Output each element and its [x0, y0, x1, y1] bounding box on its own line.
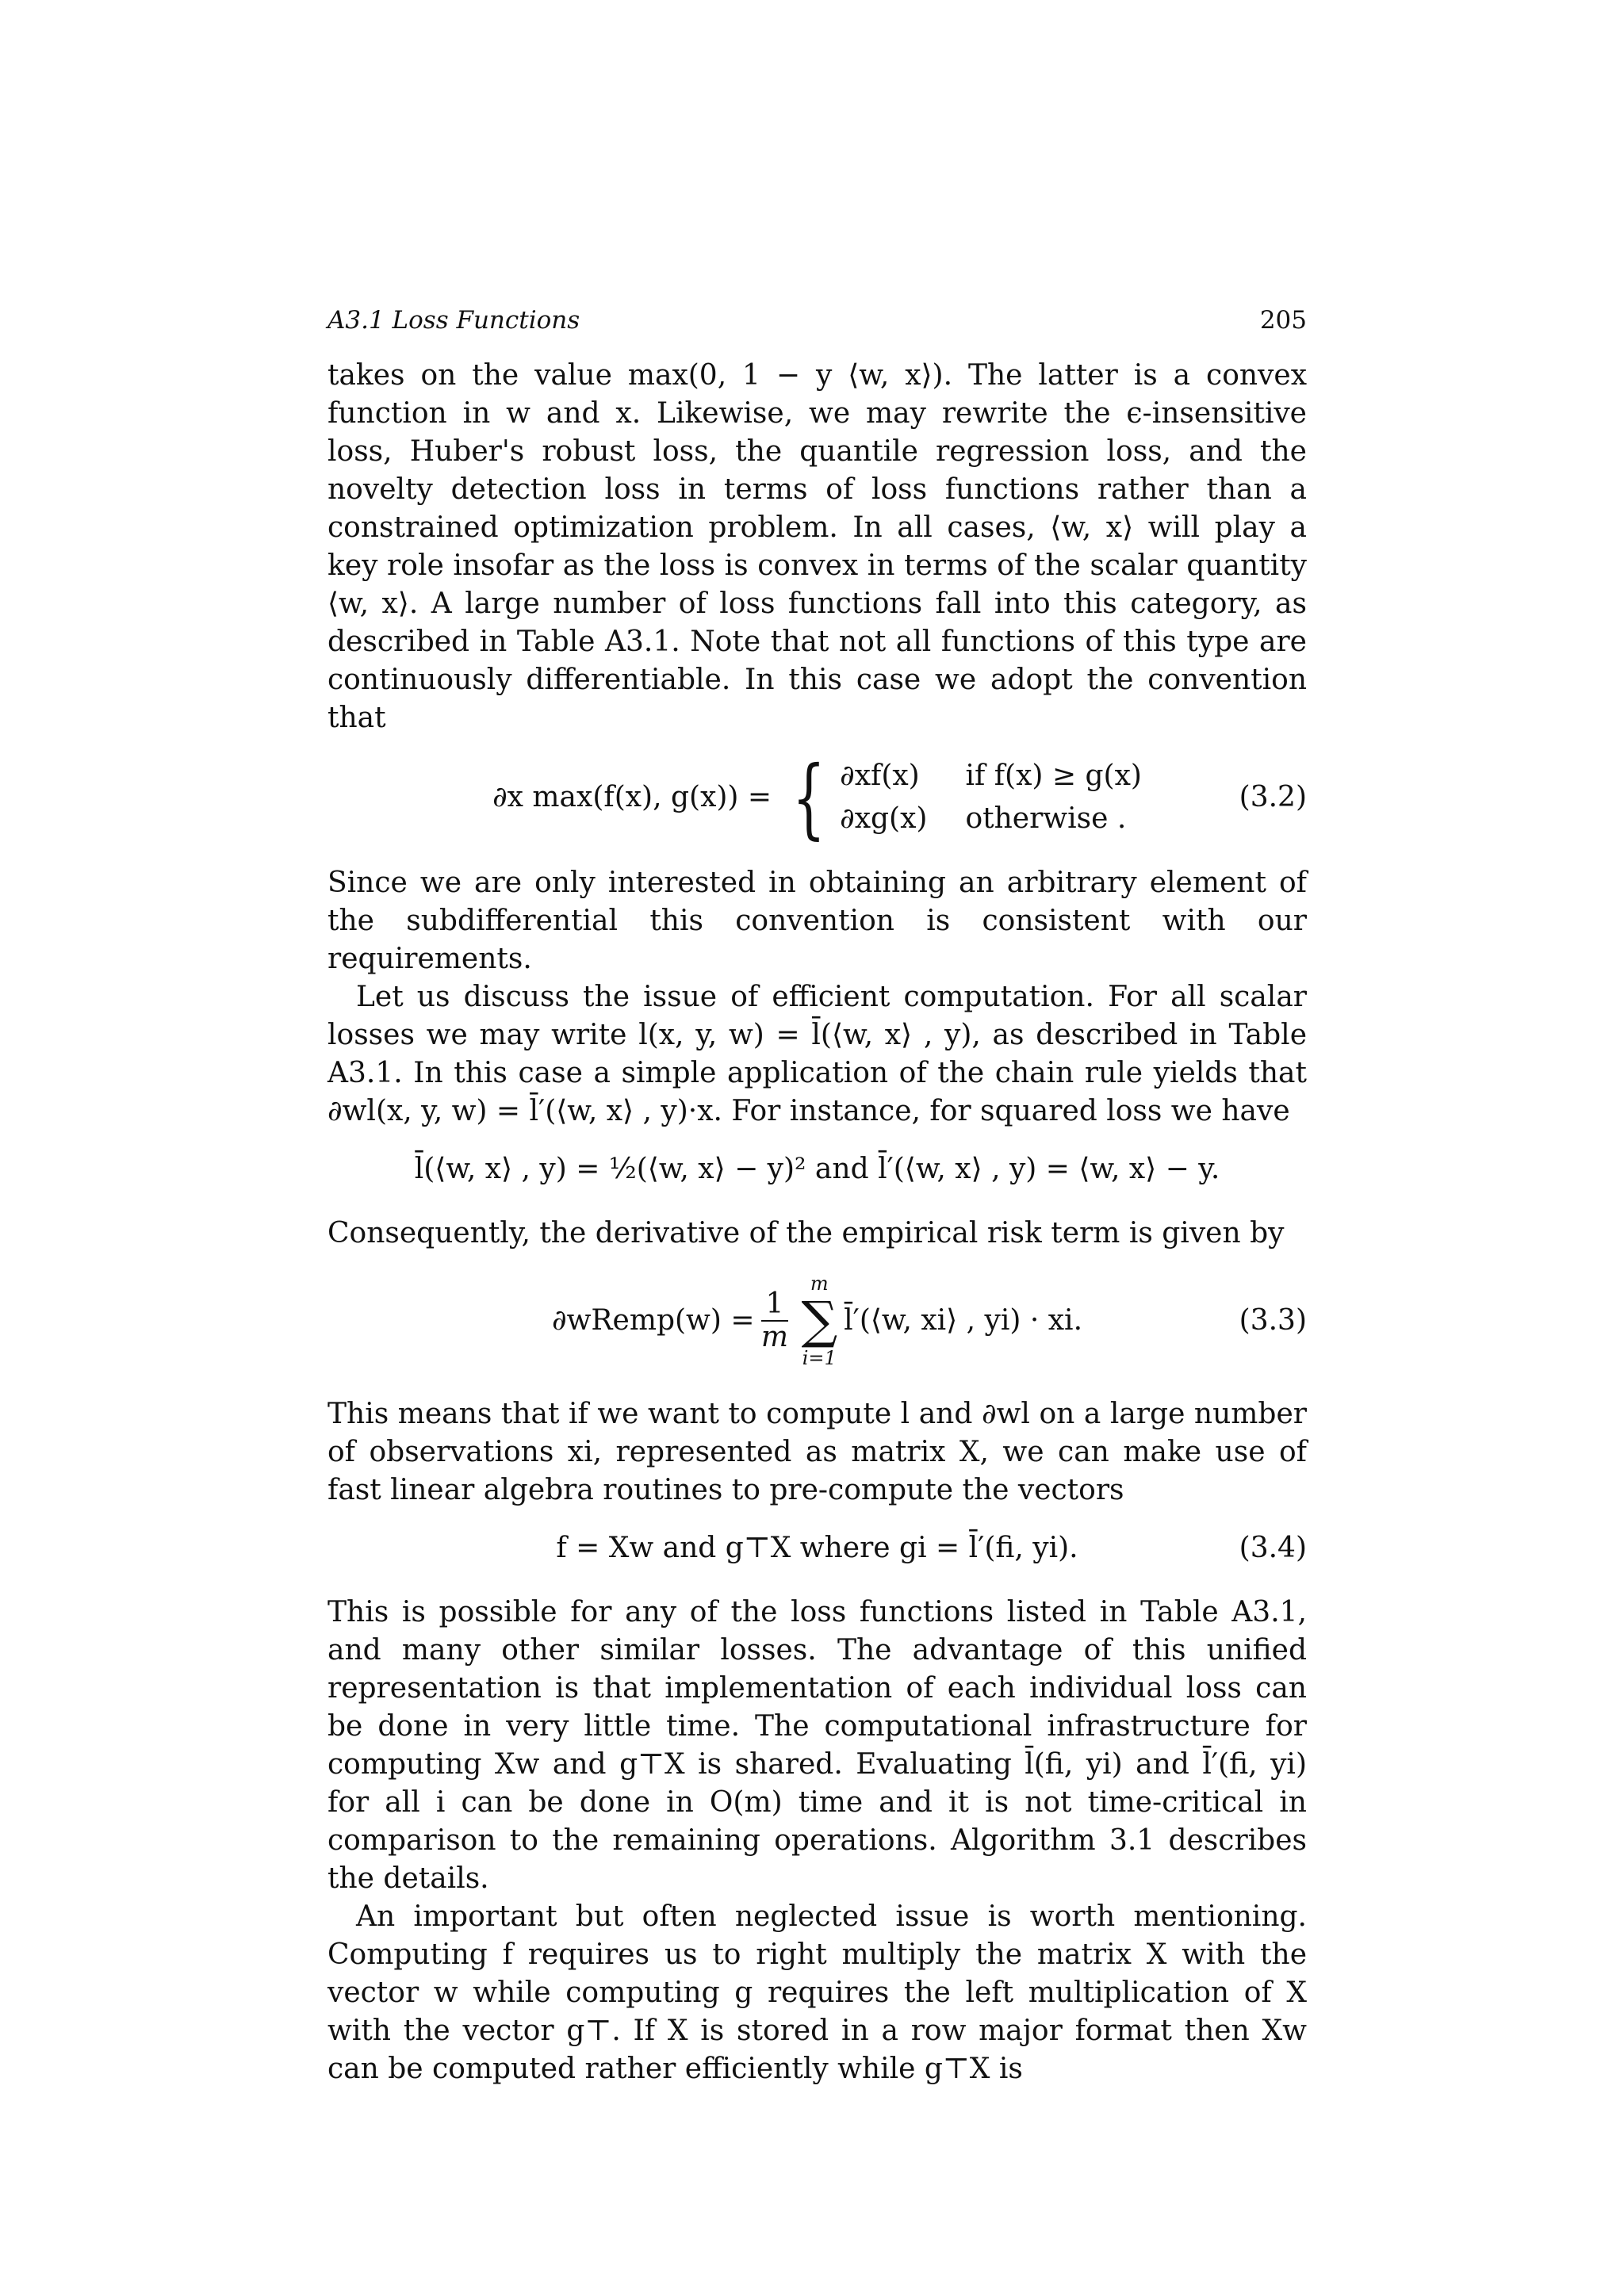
case-2-expression: ∂xg(x) — [840, 802, 928, 835]
paragraph-3: Let us discuss the issue of efficient computation. For all scalar losses we may write l(x, y, w) = l̄(⟨w, x⟩ , y), as described in Table A3.1. In this case a simple application of the chain rule yields that ∂wl(x, y, w) = l̄′(⟨w, x⟩ , y)·x. For instance, for squared loss we have — [327, 981, 1307, 1127]
paragraph-5: This means that if we want to compute l and ∂wl on a large number of observations xi, represented as matrix X, we can make use of fast linear algebra routines to pre-compute the vectors — [327, 1398, 1307, 1506]
paragraph-2: Since we are only interested in obtaining an arbitrary element of the subdifferential this convention is consistent with our requirements. — [327, 867, 1307, 975]
sum-upper-limit: m — [810, 1272, 829, 1295]
page-content — [327, 301, 1307, 2088]
sigma-icon: ∑ — [801, 1292, 838, 1350]
case-rows — [840, 757, 1142, 838]
paragraph-7: An important but often neglected issue is worth mentioning. Computing f requires us to right multiply the matrix X with the vector w while computing g requires the left multiplication of X with the vector g⊤. If X is stored in a row major format then Xw can be computed rather efficiently while g⊤X is — [327, 1900, 1307, 2085]
paragraph-6: This is possible for any of the loss functions listed in Table A3.1, and many other similar losses. The advantage of this unified representation is that implementation of each individual loss can be done in very little time. The computational infrastructure for computing Xw and g⊤X is shared. Evaluating l̄(fi, yi) and l̄′(fi, yi) for all i can be done in O(m) time and it is not time-critical in comparison to the remaining operations. Algorithm 3.1 describes the details. — [327, 1596, 1307, 1895]
fraction-numerator: 1 — [761, 1288, 789, 1322]
paragraph-1: takes on the value max(0, 1 − y ⟨w, x⟩). The latter is a convex function in w and x. Likewise, we may rewrite the ϵ-insensitive loss, Huber's robust loss, the quantile regression loss, and the novelty detection loss in terms of loss functions rather than a constrained optimization problem. In all cases, ⟨w, x⟩ will play a key role insofar as the loss is convex in terms of the scalar quantity ⟨w, x⟩. A large number of loss functions fall into this category, as described in Table A3.1. Note that not all functions of this type are continuously differentiable. In this case we adopt the convention that — [327, 359, 1307, 734]
case-2-condition: otherwise . — [965, 802, 1127, 835]
equation-3-2-lhs: ∂x max(f(x), g(x)) = — [492, 781, 772, 813]
equation-3-3-lhs: ∂wRemp(w) = — [551, 1304, 755, 1337]
equation-number-3-3: (3.3) — [1239, 1304, 1307, 1337]
running-header — [327, 301, 1307, 339]
equation-3-3-rhs: l̄′(⟨w, xi⟩ , yi) · xi. — [844, 1304, 1083, 1337]
fraction — [761, 1288, 789, 1353]
summation — [801, 1272, 837, 1370]
equation-squared-loss — [327, 1143, 1307, 1196]
equation-3-2 — [327, 747, 1307, 848]
left-brace-icon: { — [792, 747, 826, 848]
case-1-expression: ∂xf(x) — [840, 760, 920, 792]
case-1-condition: if f(x) ≥ g(x) — [965, 760, 1142, 792]
page-number: 205 — [1259, 306, 1307, 335]
equation-number-3-4: (3.4) — [1239, 1532, 1307, 1564]
paragraph-4: Consequently, the derivative of the empirical risk term is given by — [327, 1217, 1285, 1249]
fraction-denominator: m — [760, 1321, 789, 1353]
running-title: A3.1 Loss Functions — [327, 306, 580, 335]
equation-3-3 — [327, 1265, 1307, 1376]
cases-block — [781, 747, 1142, 848]
sum-lower-limit: i=1 — [802, 1347, 837, 1369]
equation-number-3-2: (3.2) — [1239, 781, 1307, 813]
equation-3-4-expression: f = Xw and g⊤X where gi = l̄′(fi, yi). — [556, 1532, 1078, 1564]
squared-loss-expression: l̄(⟨w, x⟩ , y) = ½(⟨w, x⟩ − y)² and l̄′(⟨w, x⟩ , y) = ⟨w, x⟩ − y. — [414, 1153, 1220, 1185]
equation-3-4 — [327, 1522, 1307, 1575]
